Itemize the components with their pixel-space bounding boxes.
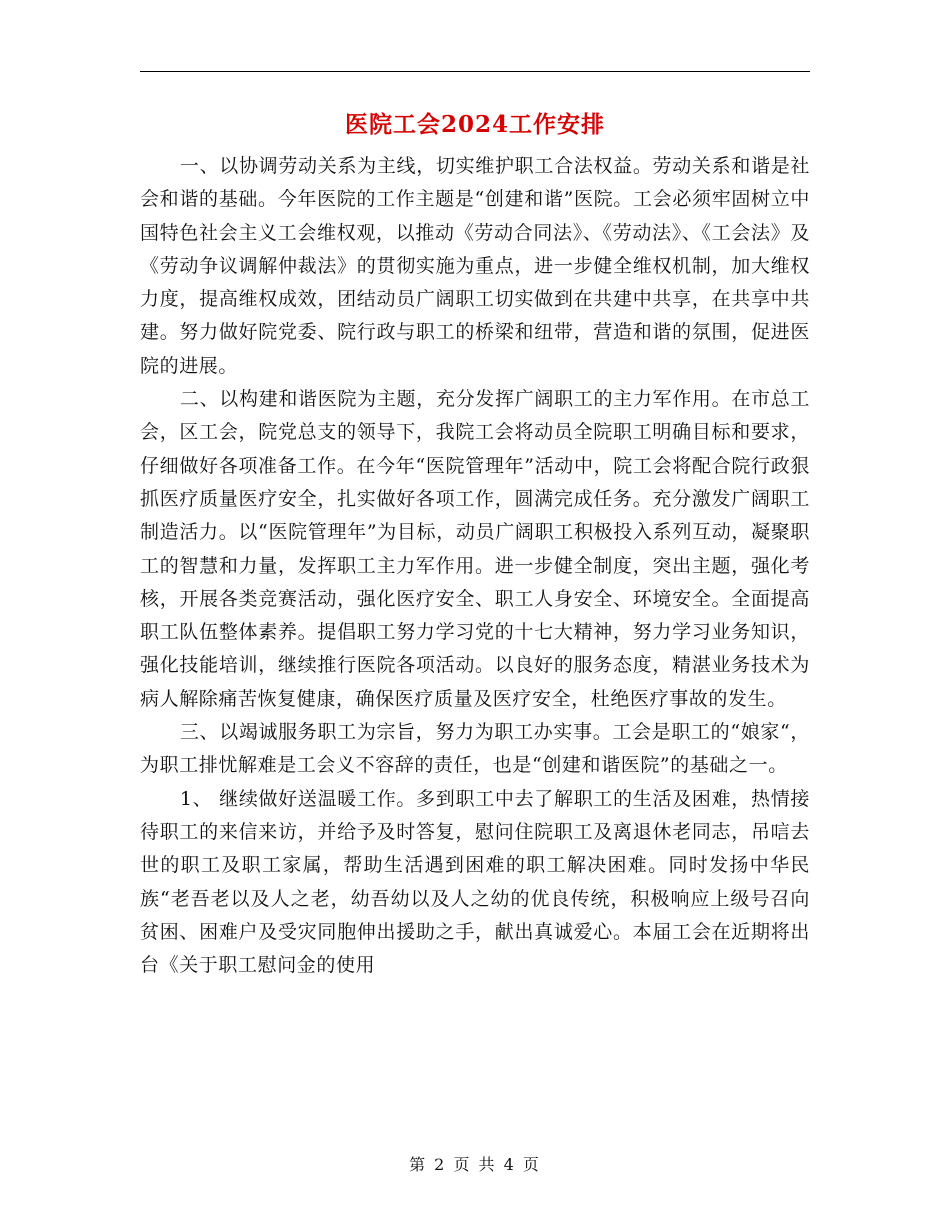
page-number-footer: 第 2 页 共 4 页 — [409, 1155, 541, 1174]
paragraph-4: 1、 继续做好送温暖工作。多到职工中去了解职工的生活及困难，热情接待职工的来信来访，并给予及时答复，慰问住院职工及离退休老同志，吊唁去世的职工及职工家属，帮助生活遇到困难的职工解决困难。同时发扬中华民族“老吾老以及人之老，幼吾幼以及人之幼的优良传统，积极响应上级号召向贫困、困难户及受灾同胞伸出援助之手，献出真诚爱心。本届工会在近期将出台《关于职工慰问金的使用 — [140, 787, 810, 977]
header-rule — [140, 71, 810, 72]
paragraph-3: 三、以竭诚服务职工为宗旨，努力为职工办实事。工会是职工的“娘家“，为职工排忧解难是工会义不容辞的责任，也是“创建和谐医院”的基础之一。 — [140, 721, 810, 777]
paragraph-1: 一、以协调劳动关系为主线，切实维护职工合法权益。劳动关系和谐是社会和谐的基础。今年医院的工作主题是“创建和谐”医院。工会必须牢固树立中国特色社会主义工会维权观，以推动《劳动合同法》、《劳动法》、《工会法》及《劳动争议调解仲裁法》的贯彻实施为重点，进一步健全维权机制，加大维权力度，提高维权成效，团结动员广阔职工切实做到在共建中共享，在共享中共建。努力做好院党委、院行政与职工的桥梁和纽带，营造和谐的氛围，促进医院的进展。 — [140, 155, 810, 377]
paragraph-2: 二、以构建和谐医院为主题，充分发挥广阔职工的主力军作用。在市总工会，区工会，院党总支的领导下，我院工会将动员全院职工明确目标和要求，仔细做好各项准备工作。在今年“医院管理年”活动中，院工会将配合院行政狠抓医疗质量医疗安全，扎实做好各项工作，圆满完成任务。充分激发广阔职工制造活力。以“医院管理年”为目标，动员广阔职工积极投入系列互动，凝聚职工的智慧和力量，发挥职工主力军作用。进一步健全制度，突出主题，强化考核，开展各类竞赛活动，强化医疗安全、职工人身安全、环境安全。全面提高职工队伍整体素养。提倡职工努力学习党的十七大精神，努力学习业务知识，强化技能培训，继续推行医院各项活动。以良好的服务态度，精湛业务技术为病人解除痛苦恢复健康，确保医疗质量及医疗安全，杜绝医疗事故的发生。 — [140, 388, 810, 710]
document-body — [140, 150, 810, 982]
document-title: 医院工会2024工作安排 — [344, 111, 605, 138]
